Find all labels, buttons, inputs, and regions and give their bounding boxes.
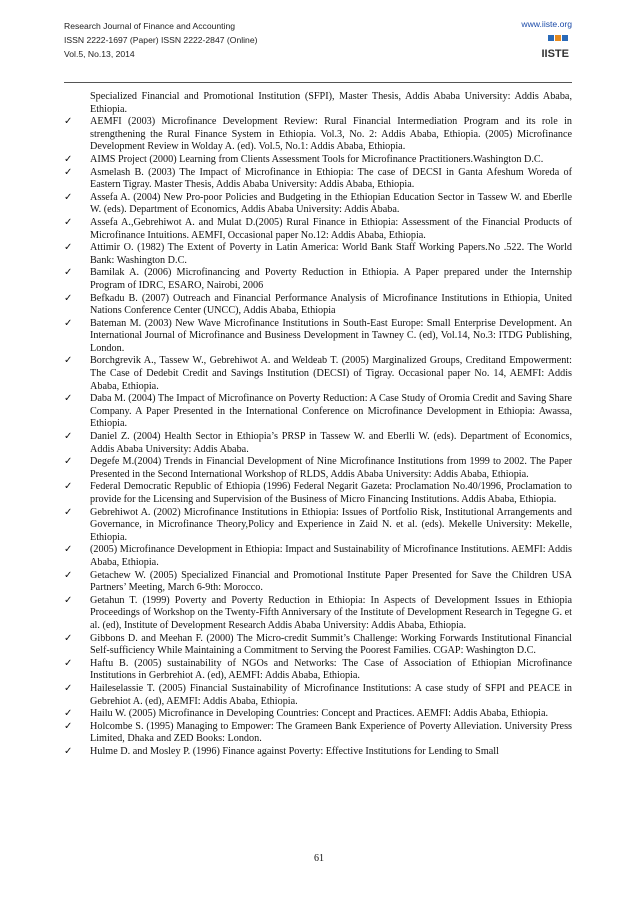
checkmark-bullet-icon: ✓ — [64, 506, 73, 518]
reference-text: Bateman M. (2003) New Wave Microfinance Institutions in South-East Europe: Small Enterprise Development. An International Journal of Microfinance and Business Development in Tawney C. (ed), Vol.14, No.3: ITDG Publishing, London. — [90, 317, 572, 354]
reference-text: Hailu W. (2005) Microfinance in Developing Countries: Concept and Practices. AEMFI: Addis Ababa, Ethiopia. — [90, 708, 549, 720]
reference-item — [64, 683, 572, 708]
checkmark-bullet-icon: ✓ — [64, 708, 73, 720]
reference-text: Borchgrevik A., Tassew W., Gebrehiwot A. and Weldeab T. (2005) Marginalized Groups, Creditand Empowerment: The Case of Dedebit Credit and Savings Institution (DECSI) of Tigray. Occasional paper No. 14, AEMFI: Addis Ababa, Ethiopia. — [90, 355, 572, 392]
reference-list — [64, 91, 572, 758]
reference-item — [64, 242, 572, 267]
reference-item — [64, 456, 572, 481]
reference-text: Specialized Financial and Promotional Institution (SFPI), Master Thesis, Addis Ababa University: Addis Ababa, Ethiopia. — [90, 91, 572, 115]
reference-text: Federal Democratic Republic of Ethiopia (1996) Federal Negarit Gazeta: Proclamation No.40/1996, Proclamation to provide for the Licensing and Supervision of the Business of Micro Financing Institutions. Addis Ababa, Ethiopia. — [90, 481, 572, 505]
checkmark-bullet-icon: ✓ — [64, 657, 73, 669]
issn-line: ISSN 2222-1697 (Paper) ISSN 2222-2847 (Online) — [64, 35, 258, 45]
reference-item — [64, 658, 572, 683]
checkmark-bullet-icon: ✓ — [64, 191, 73, 203]
reference-item — [64, 318, 572, 356]
reference-text: Daba M. (2004) The Impact of Microfinance on Poverty Reduction: A Case Study of Oromia Credit and Saving Share Company. A Paper Presented in the International Conference on Microfinance Development in Ethiopia: Awassa, Ethiopia. — [90, 393, 572, 430]
logo-text: IISTE — [541, 48, 569, 60]
checkmark-bullet-icon: ✓ — [64, 632, 73, 644]
reference-item — [64, 481, 572, 506]
checkmark-bullet-icon: ✓ — [64, 166, 73, 178]
reference-item — [64, 595, 572, 633]
reference-text: Befkadu B. (2007) Outreach and Financial Performance Analysis of Microfinance Institutions in Ethiopia, United Nations Conference Center (UNCC), Addis Ababa, Ethiopia — [90, 292, 572, 317]
reference-item — [64, 746, 572, 759]
reference-item — [64, 507, 572, 545]
reference-text: (2005) Microfinance Development in Ethiopia: Impact and Sustainability of Microfinance Institutions. AEMFI: Addis Ababa, Ethiopia. — [90, 544, 572, 568]
reference-item — [64, 570, 572, 595]
reference-item — [64, 154, 572, 167]
reference-text: Attimir O. (1982) The Extent of Poverty in Latin America: World Bank Staff Working Papers.No .522. The World Bank: Washington D.C. — [90, 242, 572, 266]
checkmark-bullet-icon: ✓ — [64, 431, 73, 443]
reference-text: Holcombe S. (1995) Managing to Empower: The Grameen Bank Experience of Poverty Alleviation. University Press Limited, Dhaka and ZED Books: London. — [90, 720, 572, 745]
header-rule — [64, 82, 572, 83]
checkmark-bullet-icon: ✓ — [64, 216, 73, 228]
reference-text: Daniel Z. (2004) Health Sector in Ethiopia’s PRSP in Tassew W. and Eberlli W. (eds). Department of Economics, Addis Ababa University: Addis Ababa. — [90, 431, 572, 455]
checkmark-bullet-icon: ✓ — [64, 153, 73, 165]
reference-item — [64, 91, 572, 116]
reference-text: Degefe M.(2004) Trends in Financial Development of Nine Microfinance Institutions from 1999 to 2002. The Paper Presented in the Second International Workshop of RLDS, Addis Ababa University: Addis Ababa, Ethiopia. — [90, 456, 572, 480]
reference-item — [64, 708, 572, 721]
checkmark-bullet-icon: ✓ — [64, 355, 73, 367]
reference-item — [64, 167, 572, 192]
reference-text: Assefa A. (2004) New Pro-poor Policies and Budgeting in the Ethiopian Education Sector in Tassew W. and Eberlle W. (eds). Department of Economics, Addis Ababa University: Addis Ababa. — [90, 191, 572, 216]
checkmark-bullet-icon: ✓ — [64, 569, 73, 581]
checkmark-bullet-icon: ✓ — [64, 745, 73, 757]
reference-text: Asmelash B. (2003) The Impact of Microfinance in Ethiopia: The case of DECSI in Ganta Afeshum Woreda of Eastern Tigray. Master Thesis, Addis Ababa University: Addis Ababa, Ethiopia. — [90, 166, 572, 191]
checkmark-bullet-icon: ✓ — [64, 456, 73, 468]
reference-text: Haftu B. (2005) sustainability of NGOs and Networks: The Case of Association of Ethiopian Microfinance Institutions in Gerbrehiot A. (ed), AEMFI: Addis Ababa, Ethiopia. — [90, 657, 572, 682]
reference-text: Assefa A.,Gebrehiwot A. and Mulat D.(2005) Rural Finance in Ethiopia: Assessment of the Financial Products of Microfinance Intuitions. AEMFI, Occasional paper No.12: Addis Ababa, Ethiopia. — [90, 216, 572, 241]
checkmark-bullet-icon: ✓ — [64, 267, 73, 279]
reference-item — [64, 544, 572, 569]
volume-line: Vol.5, No.13, 2014 — [64, 49, 135, 59]
reference-item — [64, 217, 572, 242]
checkmark-bullet-icon: ✓ — [64, 720, 73, 732]
reference-item — [64, 633, 572, 658]
page-header — [64, 19, 572, 89]
checkmark-bullet-icon: ✓ — [64, 292, 73, 304]
checkmark-bullet-icon: ✓ — [64, 682, 73, 694]
reference-item — [64, 192, 572, 217]
reference-item — [64, 293, 572, 318]
checkmark-bullet-icon: ✓ — [64, 116, 73, 128]
reference-item — [64, 721, 572, 746]
reference-text: AIMS Project (2000) Learning from Clients Assessment Tools for Microfinance Practitioners.Washington D.C. — [90, 153, 544, 165]
checkmark-bullet-icon: ✓ — [64, 481, 73, 493]
iiste-logo-icon — [530, 33, 570, 61]
page-number: 61 — [314, 853, 324, 864]
reference-item — [64, 116, 572, 154]
reference-text: Haileselassie T. (2005) Financial Sustainability of Microfinance Institutions: A case study of SFPI and PEACE in Gebrehiot A. (ed), AEMFI: Addis Ababa, Ethiopia. — [90, 682, 572, 707]
reference-item — [64, 393, 572, 431]
reference-text: Getachew W. (2005) Specialized Financial and Promotional Institute Paper Presented for Save the Children USA Partners’ Meeting, March 6-9th: Morocco. — [90, 569, 572, 594]
checkmark-bullet-icon: ✓ — [64, 242, 73, 254]
journal-title: Research Journal of Finance and Accounting — [64, 21, 236, 31]
reference-text: Getahun T. (1999) Poverty and Poverty Reduction in Ethiopia: In Aspects of Development Issues in Ethiopia Proceedings of Workshop on the Twenty-Fifth Anniversary of the Institute of Development Research in Tegegne G. et al. (ed), Institute of Development Research Addis Ababa University: Addis Ababa, Ethiopia. — [90, 594, 572, 631]
checkmark-bullet-icon: ✓ — [64, 544, 73, 556]
reference-item — [64, 355, 572, 393]
journal-url-link[interactable]: www.iiste.org — [521, 19, 572, 29]
reference-text: Bamilak A. (2006) Microfinancing and Poverty Reduction in Ethiopia. A Paper prepared under the Internship Program of IDRC, ESARO, Nairobi, 2006 — [90, 267, 572, 291]
checkmark-bullet-icon: ✓ — [64, 393, 73, 405]
checkmark-bullet-icon: ✓ — [64, 594, 73, 606]
checkmark-bullet-icon: ✓ — [64, 317, 73, 329]
reference-text: Gibbons D. and Meehan F. (2000) The Micro-credit Summit’s Challenge: Working Forwards Institutional Financial Self-sufficiency While Maintaining a Commitment to Serving the Poorest Families. CGAP: Washington D.C. — [90, 632, 572, 657]
reference-text: Hulme D. and Mosley P. (1996) Finance against Poverty: Effective Institutions for Lending to Small — [90, 745, 499, 757]
reference-text: AEMFI (2003) Microfinance Development Review: Rural Financial Intermediation Program and its role in strengthening the Rural Finance System in Ethiopia. Vol.3, No. 2: Addis Ababa, Ethiopia. (2005) Microfinance Development Review in Wolday A. (ed). Vol.5, No.1: Addis Ababa, Ethiopia. — [90, 116, 572, 153]
reference-text: Gebrehiwot A. (2002) Microfinance Institutions in Ethiopia: Issues of Portfolio Risk, Institutional Arrangements and Governance, in Microfinance Theory,Policy and Experience in Zaid N. et al. (eds). Mekelle University: Mekelle, Ethiopia. — [90, 506, 572, 543]
reference-item — [64, 267, 572, 292]
reference-item — [64, 431, 572, 456]
